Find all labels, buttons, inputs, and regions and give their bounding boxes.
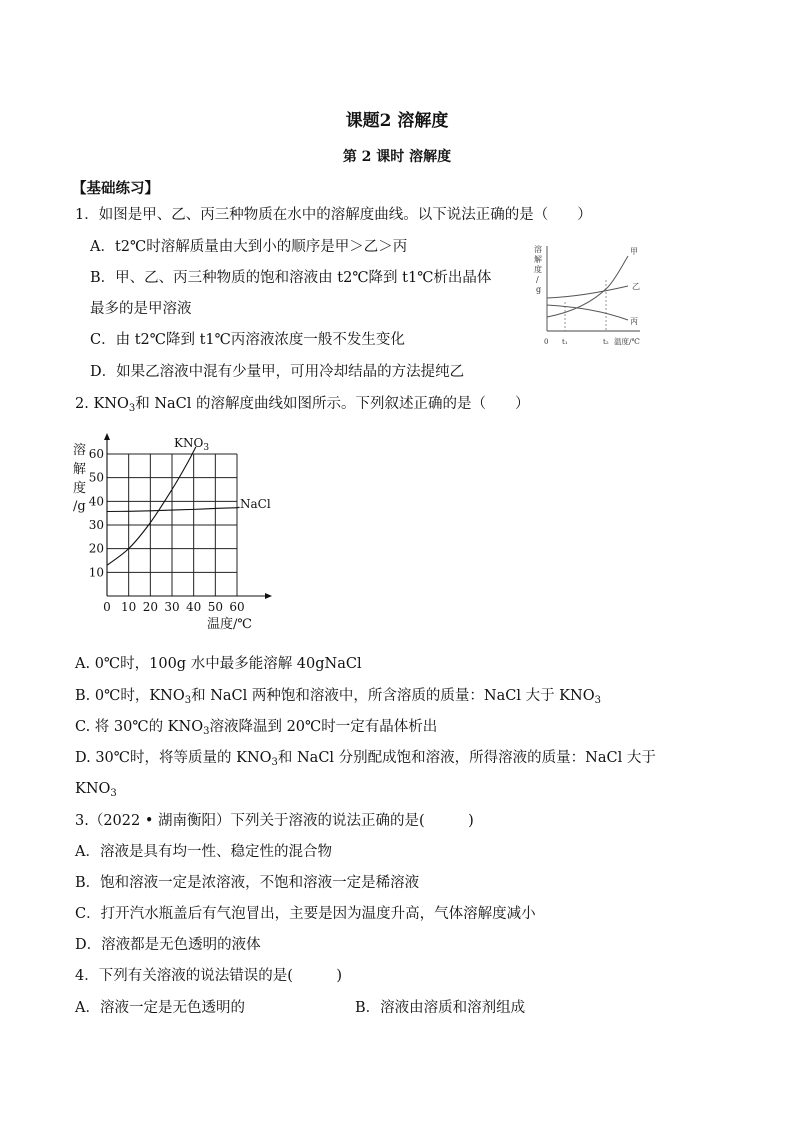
chart-2-label-kno3: $KNO_3$	[174, 436, 210, 453]
chart-2-xtick-label: 50	[207, 600, 223, 614]
chart-1-ylabel-char: /	[536, 275, 539, 284]
chart-1-label-yi: 乙	[632, 282, 640, 291]
question-1-solubility-chart	[528, 240, 658, 352]
chart-2-ytick-label: 30	[88, 518, 104, 532]
chart-2-ytick-label: 40	[88, 494, 104, 509]
page-subtitle: 第 2 课时 溶解度	[342, 149, 452, 165]
chart-1-xlabel: 温度/℃	[614, 337, 640, 346]
section-heading: 【基础练习】	[72, 180, 159, 197]
question-3-option-a: A．溶液是具有均一性、稳定性的混合物	[75, 844, 332, 860]
question-1-option-c: C．由 t2℃降到 t1℃丙溶液浓度一般不发生变化	[90, 332, 405, 348]
chart-2-axes	[104, 433, 272, 599]
chart-2-ylabel	[73, 442, 86, 514]
chart-1-curve-jia	[547, 256, 628, 317]
chart-2-ticks	[89, 447, 245, 614]
chart-2-ytick-label: 20	[88, 541, 104, 556]
question-2-solubility-chart	[70, 430, 290, 640]
question-2-option-c: C. 将 30℃的 $KNO_3$溶液降温到 20℃时一定有晶体析出	[75, 719, 438, 737]
chart-1-ylabel-char: g	[536, 285, 542, 294]
chart-2-ytick-label: 60	[88, 447, 104, 461]
svg-text:溶: 溶	[73, 443, 87, 458]
question-2-option-b: B. 0℃时，$KNO_3$和 NaCl 两种饱和溶液中，所含溶质的质量：NaCl 大于 $KNO_3$	[75, 688, 601, 706]
question-2-stem: 2. $KNO_3$和 NaCl 的溶解度曲线如图所示。下列叙述正确的是（ ）	[75, 396, 530, 414]
chart-2-xtick-label: 20	[142, 600, 158, 614]
question-4-option-a: A．溶液一定是无色透明的	[75, 1000, 245, 1016]
chart-2-xtick-label: 30	[164, 600, 180, 614]
chart-1-tick-t2: t₂	[603, 338, 609, 346]
svg-text:解: 解	[73, 462, 87, 477]
chart-1-ylabel-char: 溶	[534, 245, 542, 254]
svg-text:/g: /g	[73, 499, 86, 514]
page-title: 课题2 溶解度	[345, 111, 449, 131]
chart-1-label-bing: 丙	[630, 317, 638, 326]
question-3-option-c: C．打开汽水瓶盖后有气泡冒出，主要是因为温度升高，气体溶解度减小	[75, 906, 536, 922]
question-4-stem: 4．下列有关溶液的说法错误的是( )	[75, 968, 343, 984]
question-3-stem: 3.（2022 • 湖南衡阳）下列关于溶液的说法正确的是( )	[75, 813, 474, 829]
question-3-option-d: D．溶液都是无色透明的液体	[75, 937, 261, 953]
chart-2-grid	[107, 454, 237, 596]
chart-1-ylabel-char: 解	[534, 255, 542, 264]
svg-text:度: 度	[73, 481, 87, 496]
question-1-option-a: A．t2℃时溶解质量由大到小的顺序是甲＞乙＞丙	[90, 239, 408, 255]
chart-2-xtick-label: 40	[186, 600, 202, 614]
question-1-option-d: D．如果乙溶液中混有少量甲，可用冷却结晶的方法提纯乙	[90, 364, 465, 380]
question-1-stem: 1．如图是甲、乙、丙三种物质在水中的溶解度曲线。以下说法正确的是（ ）	[75, 207, 592, 223]
chart-2-label-nacl: NaCl	[240, 497, 271, 511]
chart-2-ytick-label: 10	[88, 565, 104, 580]
chart-2-x-arrow	[265, 593, 272, 599]
chart-2-curve-nacl	[107, 507, 239, 511]
question-2-option-a: A. 0℃时，100g 水中最多能溶解 40gNaCl	[75, 656, 362, 672]
question-2-option-d-cont: $KNO_3$	[75, 781, 117, 799]
chart-2-curve-kno3	[107, 447, 196, 565]
chart-2-y-arrow	[104, 433, 110, 440]
chart-2-xtick-label: 0	[103, 600, 111, 614]
chart-2-xtick-label: 60	[229, 600, 245, 614]
chart-1-label-jia: 甲	[630, 247, 638, 256]
chart-2-xlabel: 温度/℃	[207, 617, 252, 632]
chart-1-tick-0: 0	[544, 338, 549, 346]
chart-2-series	[107, 447, 239, 565]
question-3-option-b: B．饱和溶液一定是浓溶液，不饱和溶液一定是稀溶液	[75, 875, 420, 891]
question-2-option-d: D. 30℃时，将等质量的 $KNO_3$和 NaCl 分别配成饱和溶液，所得溶液的质量：NaCl 大于	[75, 750, 656, 768]
chart-2-ytick-label: 50	[88, 470, 104, 485]
question-4-option-b: B．溶液由溶质和溶剂组成	[355, 1000, 526, 1016]
chart-1-ylabel-char: 度	[534, 265, 542, 274]
question-1-option-b: B．甲、乙、丙三种物质的饱和溶液由 t2℃降到 t1℃析出晶体	[90, 270, 492, 286]
chart-1-curve-yi	[547, 286, 628, 298]
chart-2-xtick-label: 10	[121, 600, 137, 614]
chart-1-tick-t1: t₁	[562, 338, 568, 346]
chart-1-curve-bing	[547, 305, 628, 320]
chart-1-ylabel	[534, 244, 542, 294]
question-1-option-b-cont: 最多的是甲溶液	[90, 301, 192, 317]
